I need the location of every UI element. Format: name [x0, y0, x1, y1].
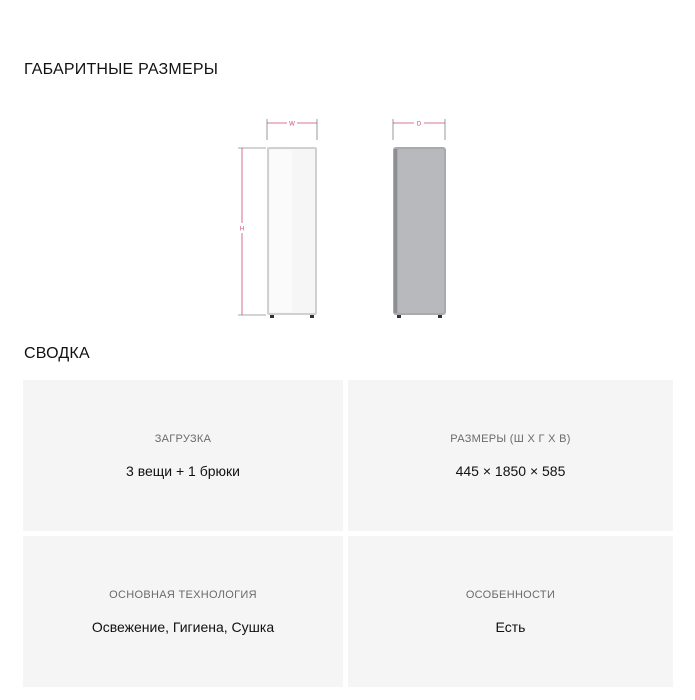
depth-dimension-line — [393, 118, 445, 140]
summary-label: ОСОБЕННОСТИ — [465, 588, 556, 601]
product-dimensions-figure — [230, 110, 460, 325]
summary-card-features — [348, 536, 673, 687]
height-dimension-line — [238, 148, 266, 315]
summary-value: 445 × 1850 × 585 — [455, 462, 566, 479]
summary-value: Освежение, Гигиена, Сушка — [91, 618, 275, 635]
summary-card-load — [23, 380, 343, 531]
summary-card-dimensions — [348, 380, 673, 531]
summary-grid — [23, 380, 673, 687]
height-mark-label: H — [239, 226, 245, 233]
dimensions-section-title: ГАБАРИТНЫЕ РАЗМЕРЫ — [24, 61, 219, 78]
front-view-cabinet — [267, 147, 317, 318]
summary-value: 3 вещи + 1 брюки — [126, 462, 240, 479]
summary-section-title: СВОДКА — [24, 345, 90, 362]
summary-label: ОСНОВНАЯ ТЕХНОЛОГИЯ — [109, 588, 257, 601]
summary-value: Есть — [495, 618, 526, 635]
depth-mark-label: D — [416, 121, 422, 128]
summary-label: ЗАГРУЗКА — [154, 432, 212, 445]
width-dimension-line — [267, 118, 317, 140]
summary-label: РАЗМЕРЫ (Ш X Г X В) — [450, 432, 571, 445]
summary-card-technology — [23, 536, 343, 687]
side-view-cabinet — [393, 147, 446, 318]
width-mark-label: W — [289, 121, 295, 128]
